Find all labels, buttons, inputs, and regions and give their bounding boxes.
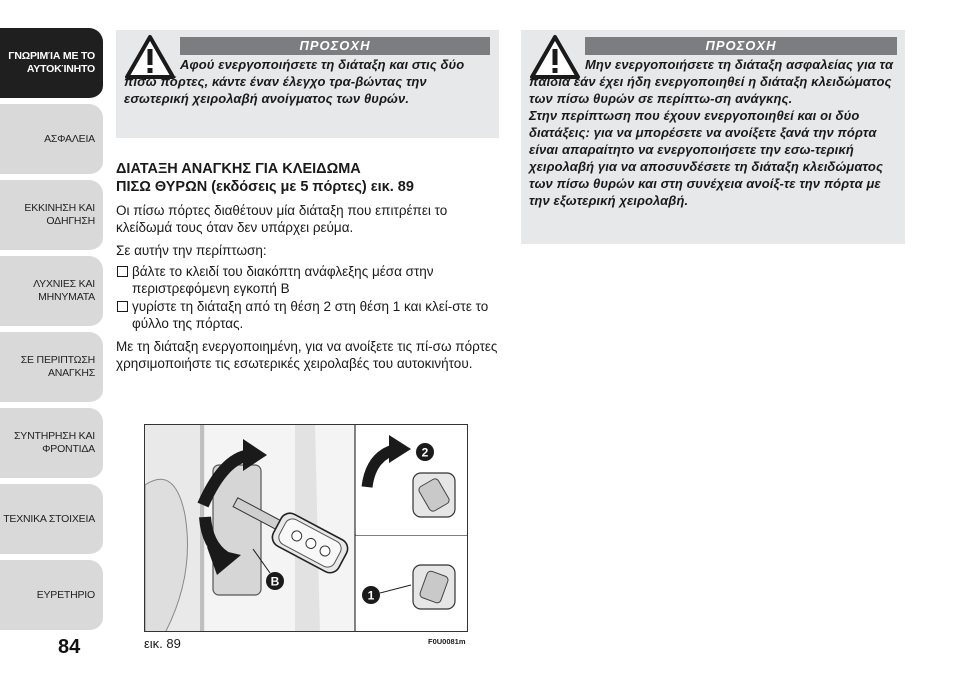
tab-getting-to-know[interactable]: ΓΝΩΡΙΜΊΑ ΜΕ ΤΟ ΑΥΤΟΚΊΝΗΤΟ: [0, 28, 103, 100]
tab-emergency[interactable]: ΣΕ ΠΕΡΙΠΤΩΣΗ ΑΝΑΓΚΗΣ: [0, 332, 103, 404]
figure-89: [144, 424, 468, 632]
section-heading: ΔΙΑΤΑΞΗ ΑΝΑΓΚΗΣ ΓΙΑ ΚΛΕΙΔΩΜΑ ΠΙΣΩ ΘΥΡΩΝ (εκδόσεις με 5 πόρτες) εικ. 89: [116, 161, 414, 195]
warning-box-2: [521, 30, 905, 244]
tab-technical-data[interactable]: ΤΕΧΝΙΚΑ ΣΤΟΙΧΕΙΑ: [0, 484, 103, 556]
warning-title-2: ΠΡΟΣΟΧΗ: [585, 37, 897, 55]
tab-index[interactable]: ΕΥΡΕΤΗΡΙΟ: [0, 560, 103, 632]
page-number: 84: [58, 636, 81, 658]
warning-text-1: Αφού ενεργοποιήσετε τη διάταξη και στις δύο πίσω πόρτες, κάντε έναν έλεγχο τρα-βώντας την εσωτερική χειρολαβή ανοίγματος των θυρών.: [124, 57, 465, 106]
door-lock-illustration: [145, 425, 468, 632]
tab-safety[interactable]: ΑΣΦΑΛΕΙΑ: [0, 104, 103, 176]
section-outro: Με τη διάταξη ενεργοποιημένη, για να ανοίξετε τις πί-σω πόρτες χρησιμοποιήστε τις εσωτερικές χειρολαβές του αυτοκινήτου.: [116, 339, 498, 371]
section-intro: Οι πίσω πόρτες διαθέτουν μία διάταξη που επιτρέπει το κλείδωμά τους όταν δεν υπάρχει ρεύμα.: [116, 203, 448, 235]
warning-box-1: [116, 30, 499, 138]
label-2: 2: [421, 445, 429, 460]
label-b: B: [270, 574, 280, 589]
step-list: [116, 263, 502, 332]
tab-starting-driving[interactable]: ΕΚΚΙΝΗΣΗ ΚΑΙ ΟΔΗΓΗΣΗ: [0, 180, 103, 252]
step-item: γυρίστε τη διάταξη από τη θέση 2 στη θέση 1 και κλεί-στε το φύλλο της πόρτας.: [116, 298, 502, 332]
tab-lights-messages[interactable]: ΛΥΧΝΙΕΣ ΚΑΙ ΜΗΝΥΜΑΤΑ: [0, 256, 103, 328]
tab-maintenance[interactable]: ΣΥΝΤΗΡΗΣΗ ΚΑΙ ΦΡΟΝΤΙΔΑ: [0, 408, 103, 480]
label-1: 1: [367, 588, 375, 603]
step-item: βάλτε το κλειδί του διακόπτη ανάφλεξης μέσα στην περιστρεφόμενη εγκοπή B: [116, 263, 502, 297]
warning-title-1: ΠΡΟΣΟΧΗ: [180, 37, 490, 55]
figure-caption: εικ. 89: [144, 636, 181, 651]
figure-code: F0U0081m: [428, 637, 466, 646]
warning-text-2: Μην ενεργοποιήσετε τη διάταξη ασφαλείας για τα παιδιά εάν έχει ήδη ενεργοποιηθεί η διάταξη κλειδώματος των πίσω θυρών σε περίπτω-ση ανάγκης. Στην περίπτωση που έχουν ενεργοποιηθεί και οι δύο διατάξεις: για να μπορέσετε να ανοίξετε ξανά την πόρτα είναι απαραίτητο να ενεργοποιήσετε την εσω-τερική χειρολαβή για να αποσυνδέσετε τη διάταξη κλειδώματος των πίσω θυρών και στη συνέχεια ανοίξ-τε την πόρτα με την εξωτερική χειρολαβή.: [529, 57, 894, 208]
section-case-label: Σε αυτήν την περίπτωση:: [116, 243, 267, 258]
section-content: [116, 160, 502, 372]
